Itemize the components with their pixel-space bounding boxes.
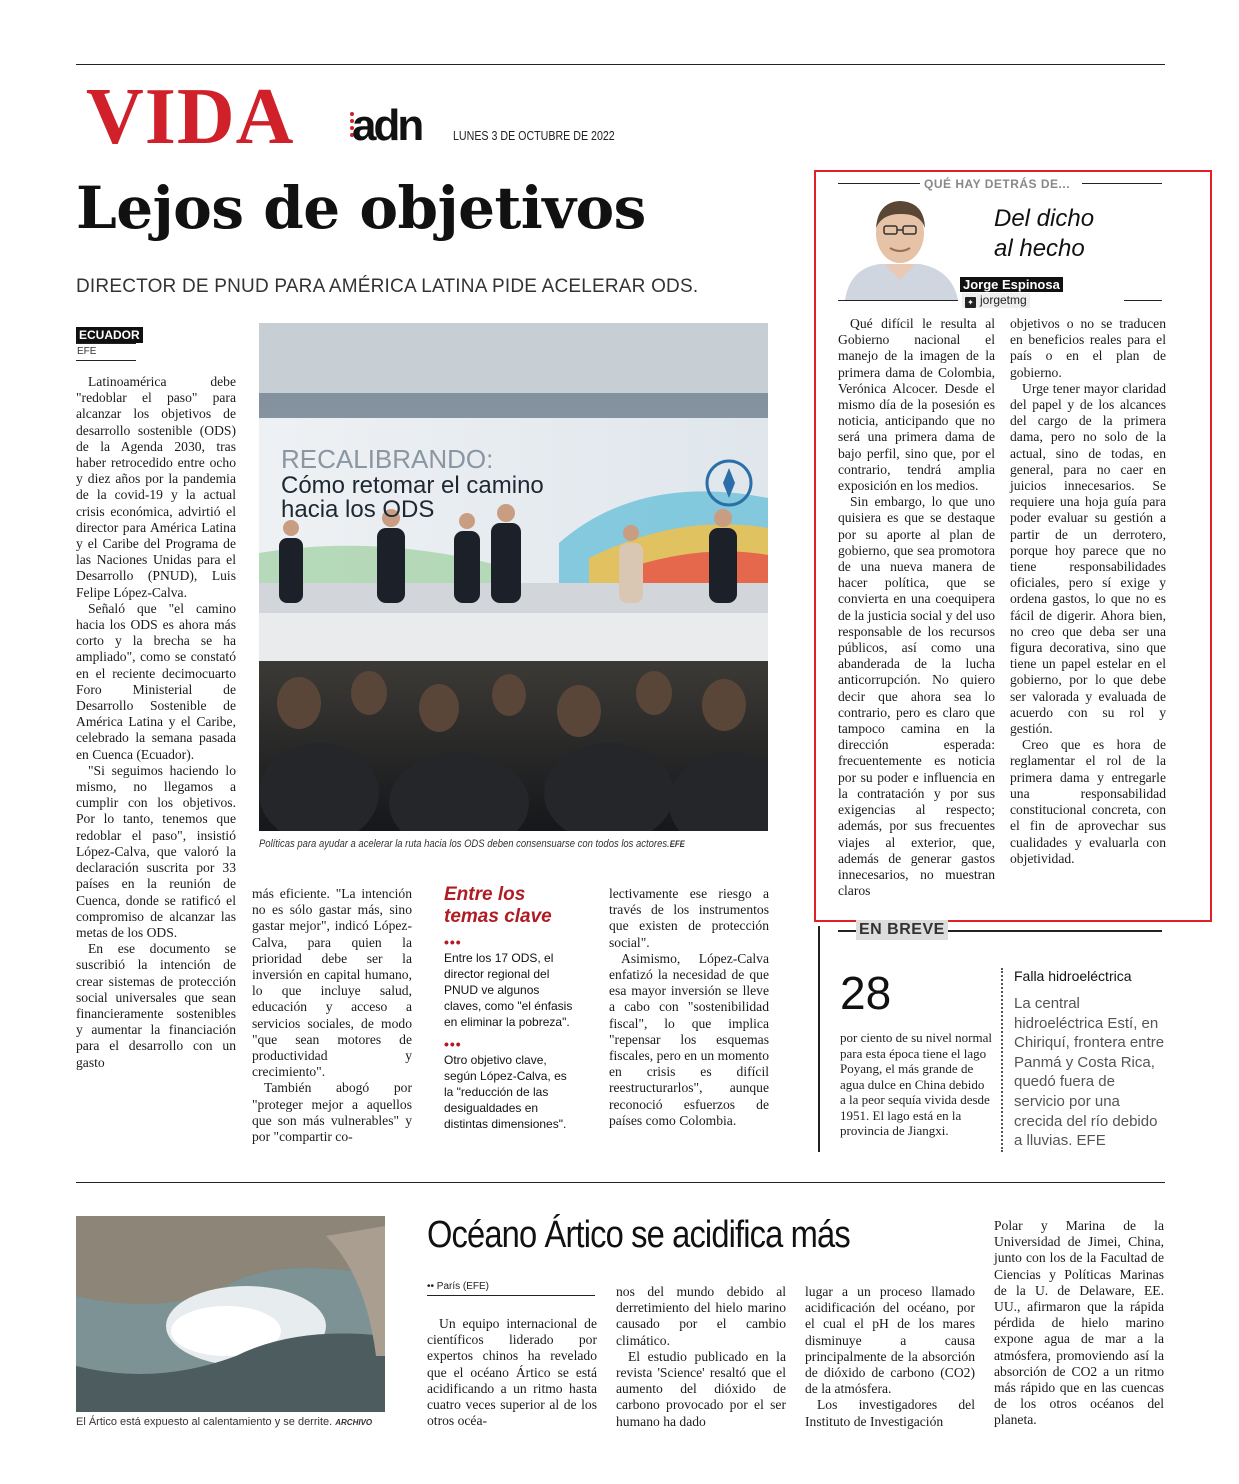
publication-date: LUNES 3 DE OCTUBRE DE 2022: [453, 128, 615, 143]
arctic-column-4: [994, 1218, 1164, 1429]
paragraph: Un equipo internacional de científicos liderado por expertos chinos ha revelado que el océano Ártico se está acidificando a un ritmo hasta cuatro veces superior al de los otros océa-: [427, 1316, 597, 1429]
bullet-dots: •••: [444, 934, 462, 950]
arctic-caption-text: El Ártico está expuesto al calentamiento y se derrite.: [76, 1416, 333, 1428]
author-handle-text: jorgetmg: [980, 293, 1027, 307]
arctic-column-3: [805, 1284, 975, 1430]
paragraph: Urge tener mayor claridad del papel y de los alcances del cargo de la primera dama, pero no solo de la actual, sino de todas, en general, para no caer en juicios innecesarios. Se requiere una hoja guía para poder evaluar su gestión a partir de un derrotero, porque hoy parece que no tiene responsabilidades oficiales, pero sí exige y ordena gastos, lo que no es fácil de digerir. Ahora bien, no creo que deba ser una figura decorativa, sino que tiene un papel estelar en el gobierno, por lo que debe ser valorada y evaluada de acuerdo con su rol y gestión.: [1010, 380, 1166, 737]
paragraph: En ese documento se suscribió la intención de crear sistemas de protección social universales que sean financieramente sostenibles y aumentar la financiación para el desarrollo con un gasto: [76, 941, 236, 1070]
section-title: VIDA: [86, 73, 295, 161]
paragraph: más eficiente. "La intención no es sólo gastar más, sino gastar mejor", indicó López-Calva, para quien la prioridad debe ser la inversión en capital humano, lo que incluye salud, educación y acceso a servicios sociales, de modo "que sean motores de productividad y crecimiento".: [252, 886, 412, 1080]
brief-item-title: Falla hidroeléctrica: [1014, 968, 1132, 984]
story-column-1: [76, 374, 236, 1071]
paragraph: El estudio publicado en la revista 'Science' resaltó que el aumento del dióxido de carbono provocado por el ser humano ha dado: [616, 1348, 786, 1429]
key-topic-item: Otro objetivo clave, según López-Calva, es la "reducción de las desigualdades en distintas dimensiones".: [444, 1053, 567, 1131]
header-rule: [1124, 300, 1162, 301]
column-kicker: QUÉ HAY DETRÁS DE...: [924, 177, 1071, 191]
screen-text-3: hacia los ODS: [281, 496, 435, 523]
top-rule: [76, 64, 1165, 65]
screen-text-2: Cómo retomar el camino: [281, 472, 544, 499]
bullet-dots: •••: [444, 1036, 462, 1052]
event-photo: [259, 323, 768, 831]
paragraph: objetivos o no se traducen en beneficios reales para el país o en el plan de gobierno.: [1010, 316, 1166, 380]
deck: DIRECTOR DE PNUD PARA AMÉRICA LATINA PIDE ACELERAR ODS.: [76, 276, 699, 297]
paragraph: Qué difícil le resulta al Gobierno nacional el manejo de la imagen de la primera dama de Colombia, Verónica Alcocer. Desde el mismo día de la posesión es noticia, anticipando que no será una primera dama de bajo perfil, sino que, por el contrario, tendrá amplia exposición en los medios.: [838, 316, 995, 494]
tag-rule-bottom: [76, 360, 136, 361]
photo-caption: [259, 838, 685, 850]
brief-left-rule: [818, 926, 820, 1152]
author-handle: [962, 293, 1030, 308]
author-portrait: [840, 188, 960, 300]
photo-caption-text: Políticas para ayudar a acelerar la ruta hacia los ODS deben consensuarse con todos los actores.: [259, 838, 670, 850]
photo-credit: EFE: [669, 839, 685, 849]
paragraph: "Si seguimos haciendo lo mismo, no llegamos a cumplir con los objetivos. Por lo tanto, tenemos que redoblar el paso", insistió López-Calva, que valoró la declaración suscrita por 33 países en la reunión de Cuenca, donde se ratificó el compromiso de alcanzar las metas de los ODS.: [76, 762, 236, 940]
paragraph: También abogó por "proteger mejor a aquellos que son más vulnerables" y por "compartir co-: [252, 1080, 412, 1145]
brief-item-text: La central hidroeléctrica Estí, en Chiriquí, frontera entre Panmá y Costa Rica, quedó fuera de servicio por una crecida del río debido a lluvias. EFE: [1014, 995, 1165, 1150]
paragraph: Sin embargo, lo que uno quisiera es que se destaque por su aporte al plan de gobierno, que sea promotora de una nueva manera de hacer política, que se convierta en una coequipera de la justicia social y del uso responsable de los recursos públicos, así como una abanderada de la lucha anticorrupción. No quiero decir que ahora sea lo contrario, pero es claro que tampoco camina en la dirección esperada: frecuentemente es noticia por su poder e influencia en la contratación y por sus exigencias al respecto; además, por sus frecuentes viajes al exterior, que, además de generar gastos innecesarios, no muestran claros: [838, 494, 995, 899]
section-rule: [76, 1182, 1165, 1183]
column-title: [994, 204, 1094, 264]
brief-divider: [1001, 968, 1003, 1152]
kicker-rule: [1082, 183, 1162, 184]
author-photo: [840, 188, 960, 300]
key-topic-item: Entre los 17 ODS, el director regional del PNUD ve algunos claves, como "el énfasis en eliminar la pobreza".: [444, 951, 573, 1029]
headline: Lejos de objetivos: [76, 174, 646, 242]
source-label: EFE: [77, 346, 97, 357]
arctic-dateline: •• París (EFE): [427, 1281, 490, 1292]
opinion-column-2: [1010, 316, 1166, 867]
brand-logo: adn: [352, 101, 422, 150]
paragraph: Los investigadores del Instituto de Investigación: [805, 1397, 975, 1429]
arctic-column-1: [427, 1316, 597, 1429]
arctic-column-2: [616, 1284, 786, 1430]
story-column-4: [609, 886, 769, 1129]
key-topics-title: Entre los temas clave: [444, 884, 552, 927]
tag-rule: [76, 343, 136, 344]
paragraph: Latinoamérica debe "redoblar el paso" para alcanzar los objetivos de desarrollo sostenible (ODS) de la Agenda 2030, tras haber retrocedido entre ocho y diez años por la pandemia de la covid-19 y la actual crisis económica, advirtió el director para América Latina y el Caribe del Programa de las Naciones Unidas para el Desarrollo (PNUD), Luis Felipe López-Calva.: [76, 374, 236, 600]
paragraph: lectivamente ese riesgo a través de los instrumentos que existen de protección social".: [609, 886, 769, 950]
brief-label: EN BREVE: [856, 920, 948, 940]
paragraph: nos del mundo debido al derretimiento del hielo marino causado por el cambio climático.: [616, 1284, 786, 1348]
kicker-rule: [838, 183, 920, 184]
location-tag: ECUADOR: [76, 327, 143, 343]
paragraph: Polar y Marina de la Universidad de Jimei, China, junto con los de la Facultad de Ciencias y Políticas Marinas de la U. de Delaware, EE. UU., afirmaron que la rápida pérdida de hielo marino expone agua de mar a la atmósfera, promoviendo así la absorción de CO2 a un ritmo más rápido que en las cuencas de los otros océanos del planeta.: [994, 1218, 1164, 1428]
paragraph: Señaló que "el camino hacia los ODS es ahora más corto y la brecha se ha ampliado", como se constató en el reciente decimocuarto Foro Ministerial de Desarrollo Sostenible de América Latina y el Caribe, celebrado la semana pasada en Cuenca (Ecuador).: [76, 600, 236, 762]
column-title-line: Del dicho: [994, 205, 1095, 232]
arctic-photo-caption: [76, 1416, 372, 1428]
author-name: Jorge Espinosa: [960, 277, 1063, 292]
arctic-photo: [76, 1216, 385, 1412]
brief-text: por ciento de su nivel normal para esta época tiene el lago Poyang, el más grande de agua dulce en China debido a la peor sequía vivida desde 1951. El lago está en la provincia de Jiangxi.: [840, 1030, 992, 1138]
opinion-column-1: [838, 316, 995, 899]
brief-number: 28: [840, 967, 892, 1019]
header-rule: [838, 300, 958, 301]
story-column-2: [252, 886, 412, 1145]
twitter-icon: ✦: [965, 297, 976, 308]
event-photo-illustration: [259, 323, 768, 831]
arctic-photo-credit: ARCHIVO: [335, 1418, 373, 1427]
paragraph: Asimismo, López-Calva enfatizó la necesidad de que esa mayor inversión se lleve a cabo con "sostenibilidad fiscal", lo que implica "repensar los esquemas fiscales, pero en un momento en crisis es difícil reestructurarlos", aunque reconoció esfuerzos de países como Colombia.: [609, 950, 769, 1128]
arctic-photo-illustration: [76, 1216, 385, 1412]
screen-text-1: RECALIBRANDO:: [281, 444, 494, 474]
paragraph: Creo que es hora de reglamentar el rol de la primera dama y entregarle una responsabilidad constitucional concreta, con el fin de aprovechar sus cualidades y evaluarla con objetividad.: [1010, 737, 1166, 866]
column-title-line: al hecho: [994, 235, 1085, 262]
arctic-headline: Océano Ártico se acidifica más: [427, 1214, 850, 1256]
paragraph: lugar a un proceso llamado acidificación del océano, por el cual el pH de los mares disminuye a causa principalmente de la absorción de dióxido de carbono (CO2) de la atmósfera.: [805, 1284, 975, 1397]
dateline-rule: [427, 1295, 595, 1296]
